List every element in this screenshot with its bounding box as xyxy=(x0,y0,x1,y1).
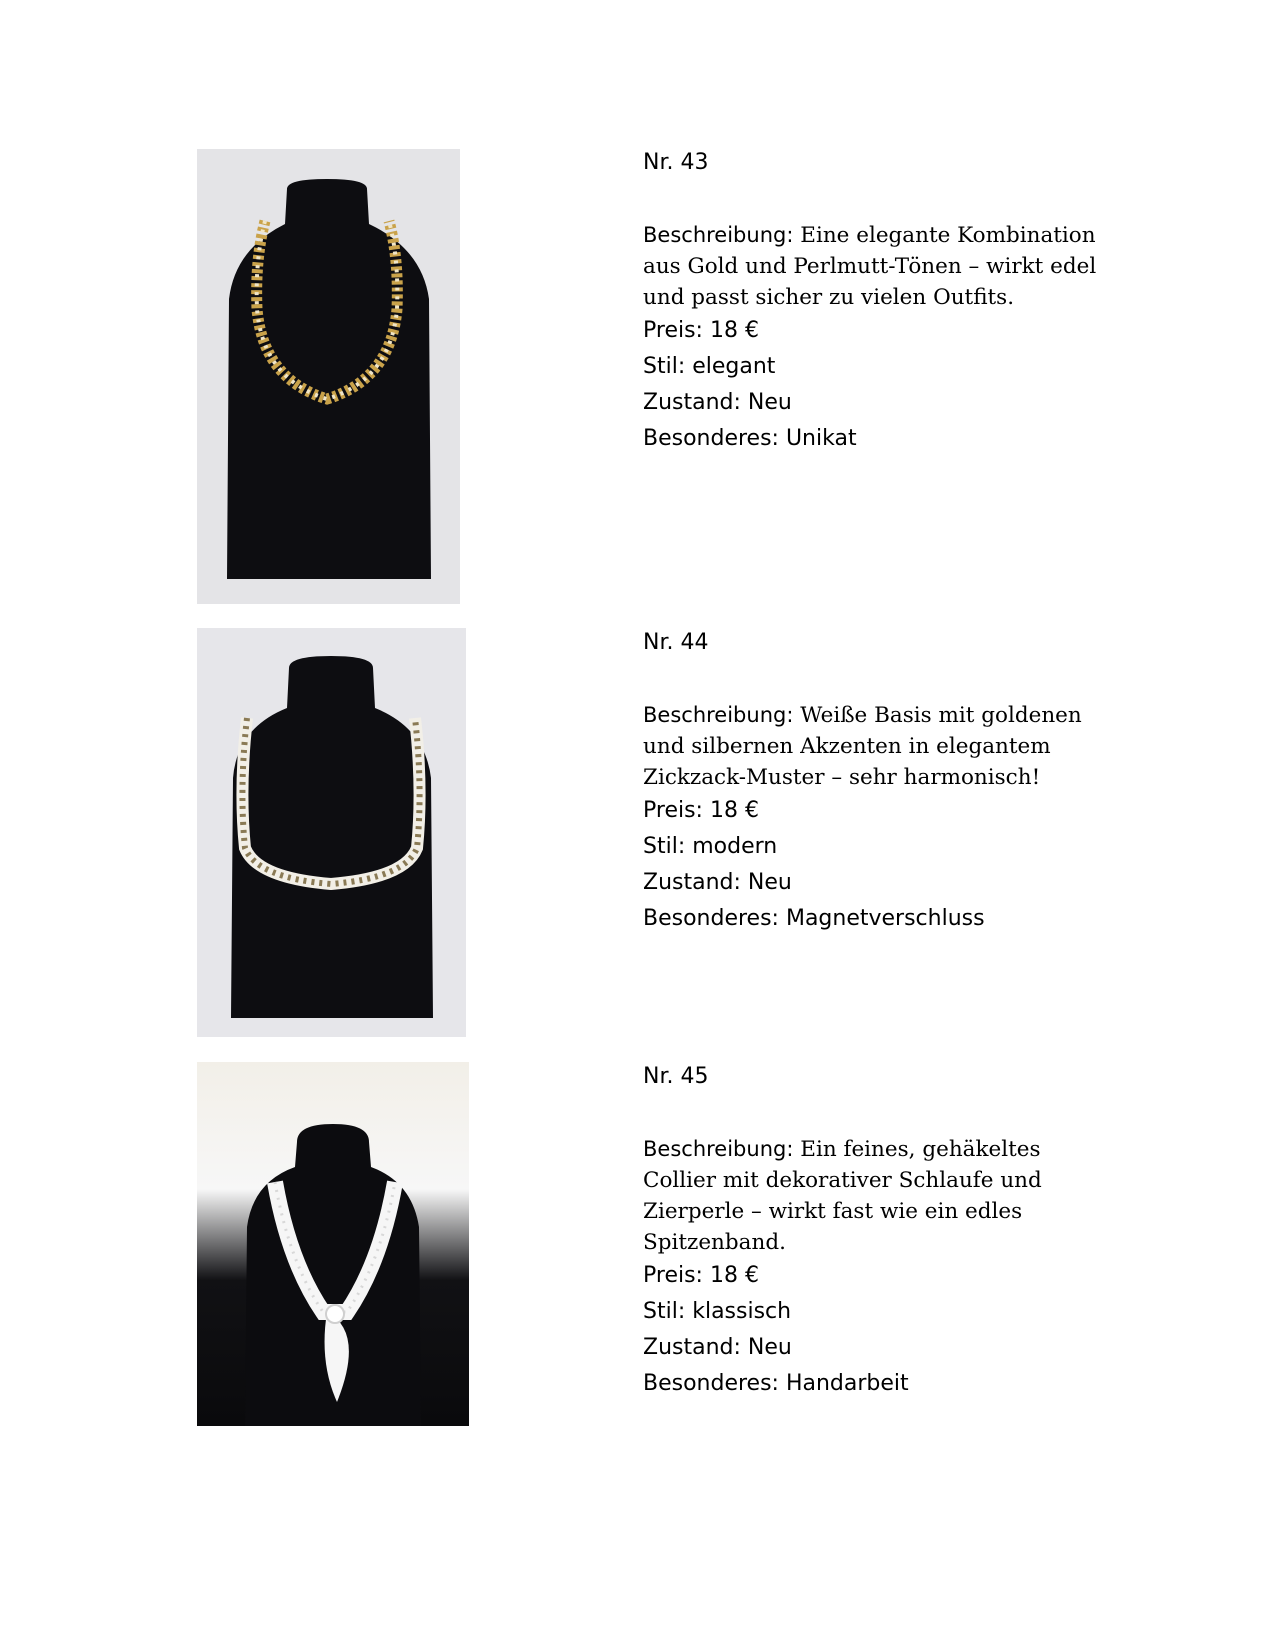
item-style: Stil: klassisch xyxy=(643,1299,792,1324)
item-description xyxy=(643,700,1113,793)
item-number: Nr. 44 xyxy=(643,630,709,655)
item-44 xyxy=(643,628,1113,937)
description-label: Beschreibung: xyxy=(643,703,794,727)
item-condition: Zustand: Neu xyxy=(643,390,792,415)
item-style: Stil: elegant xyxy=(643,354,776,379)
description-label: Beschreibung: xyxy=(643,1137,794,1161)
item-price: Preis: 18 € xyxy=(643,1263,759,1288)
item-price: Preis: 18 € xyxy=(643,318,759,343)
crochet-lace-collier-icon xyxy=(197,1062,469,1426)
product-photo-45 xyxy=(197,1062,469,1426)
item-special: Besonderes: Unikat xyxy=(643,426,857,451)
item-number: Nr. 45 xyxy=(643,1064,709,1089)
necklace-white-zigzag-icon xyxy=(197,628,466,1037)
item-style: Stil: modern xyxy=(643,834,778,859)
item-description xyxy=(643,220,1113,313)
item-description xyxy=(643,1134,1113,1258)
item-price: Preis: 18 € xyxy=(643,798,759,823)
description-label: Beschreibung: xyxy=(643,223,794,247)
item-condition: Zustand: Neu xyxy=(643,870,792,895)
product-photo-43 xyxy=(197,149,460,604)
description-text: Weiße Basis mit goldenen und silbernen Akzenten in elegantem Zickzack-Muster – sehr harmonisch! xyxy=(643,703,1082,790)
necklace-gold-pearl-icon xyxy=(197,149,460,604)
item-number: Nr. 43 xyxy=(643,150,709,175)
item-special: Besonderes: Handarbeit xyxy=(643,1371,909,1396)
description-text: Eine elegante Kombination aus Gold und Perlmutt-Tönen – wirkt edel und passt sicher zu vielen Outfits. xyxy=(643,223,1097,310)
item-special: Besonderes: Magnetverschluss xyxy=(643,906,985,931)
product-photo-44 xyxy=(197,628,466,1037)
item-45 xyxy=(643,1062,1113,1402)
description-text: Ein feines, gehäkeltes Collier mit dekorativer Schlaufe und Zierperle – wirkt fast wie ein edles Spitzenband. xyxy=(643,1137,1042,1255)
item-condition: Zustand: Neu xyxy=(643,1335,792,1360)
item-43 xyxy=(643,148,1113,457)
